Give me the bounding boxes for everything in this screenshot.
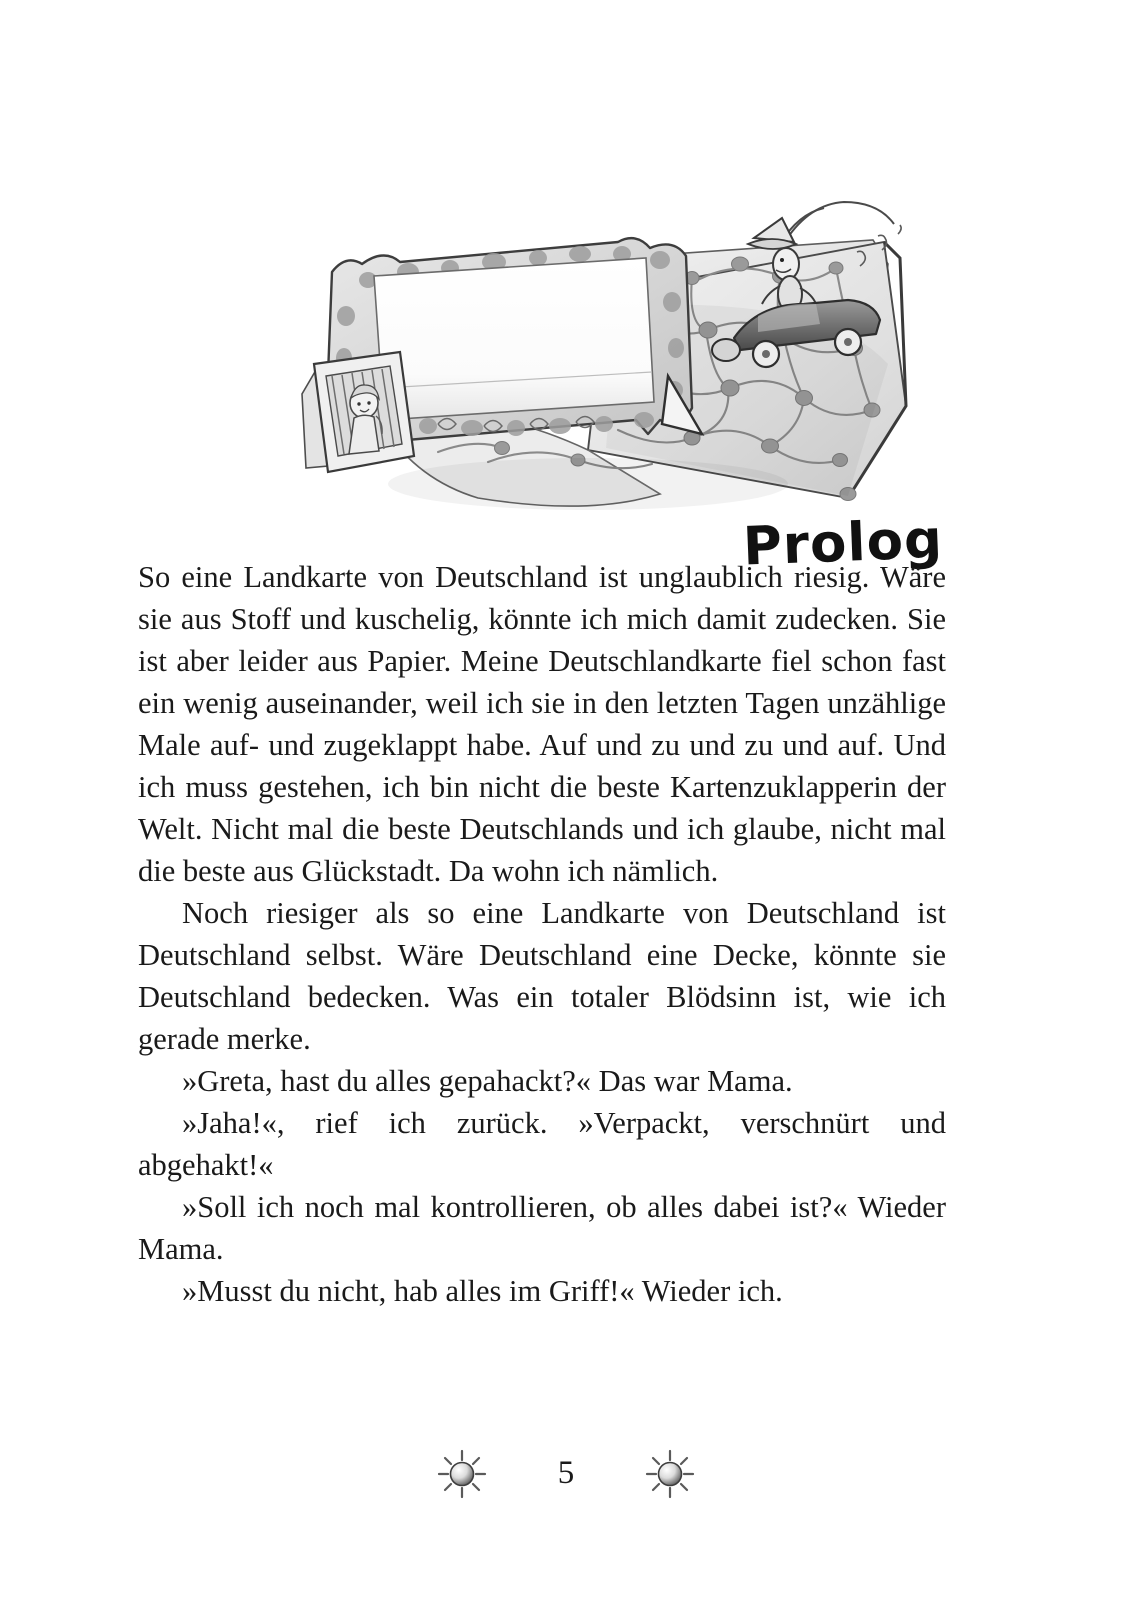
paragraph: »Jaha!«, rief ich zurück. »Verpackt, verschnürt und abgehakt!« [138,1106,946,1182]
photo-frame [302,352,414,472]
paragraph: So eine Landkarte von Deutschland ist unglaublich riesig. Wäre sie aus Stoff und kuschelig, könnte ich mich damit zudecken. Sie ist aber leider aus Papier. Meine Deutschlandkarte fiel schon fast ein wenig auseinander, weil ich sie in den letzten Tagen unzählige Male auf- und zugeklappt habe. Auf und zu und zu und auf. Und ich muss gestehen, ich bin nicht die beste Kartenzuklapperin der Welt. Nicht mal die beste Deutschlands und ich glaube, nicht mal die beste aus Glückstadt. Da wohn ich nämlich. [138,560,946,888]
paragraph: »Musst du nicht, hab alles im Griff!« Wieder ich. [182,1274,783,1308]
page-number: 5 [557,1454,575,1491]
prolog-header-illustration [288,198,945,578]
chapter-title: Prolog [741,508,945,578]
paragraph: »Greta, hast du alles gepahackt?« Das war Mama. [182,1064,793,1098]
body-text [138,556,946,1312]
paragraph: »Soll ich noch mal kontrollieren, ob alles dabei ist?« Wieder Mama. [138,1190,946,1266]
sun-icon [427,1438,497,1508]
page-footer [0,1428,1132,1518]
sun-icon [635,1438,705,1508]
paragraph: Noch riesiger als so eine Landkarte von Deutschland ist Deutschland selbst. Wäre Deutschland eine Decke, könnte sie Deutschland bedecken. Was ein totaler Blödsinn ist, wie ich gerade merke. [138,896,946,1056]
